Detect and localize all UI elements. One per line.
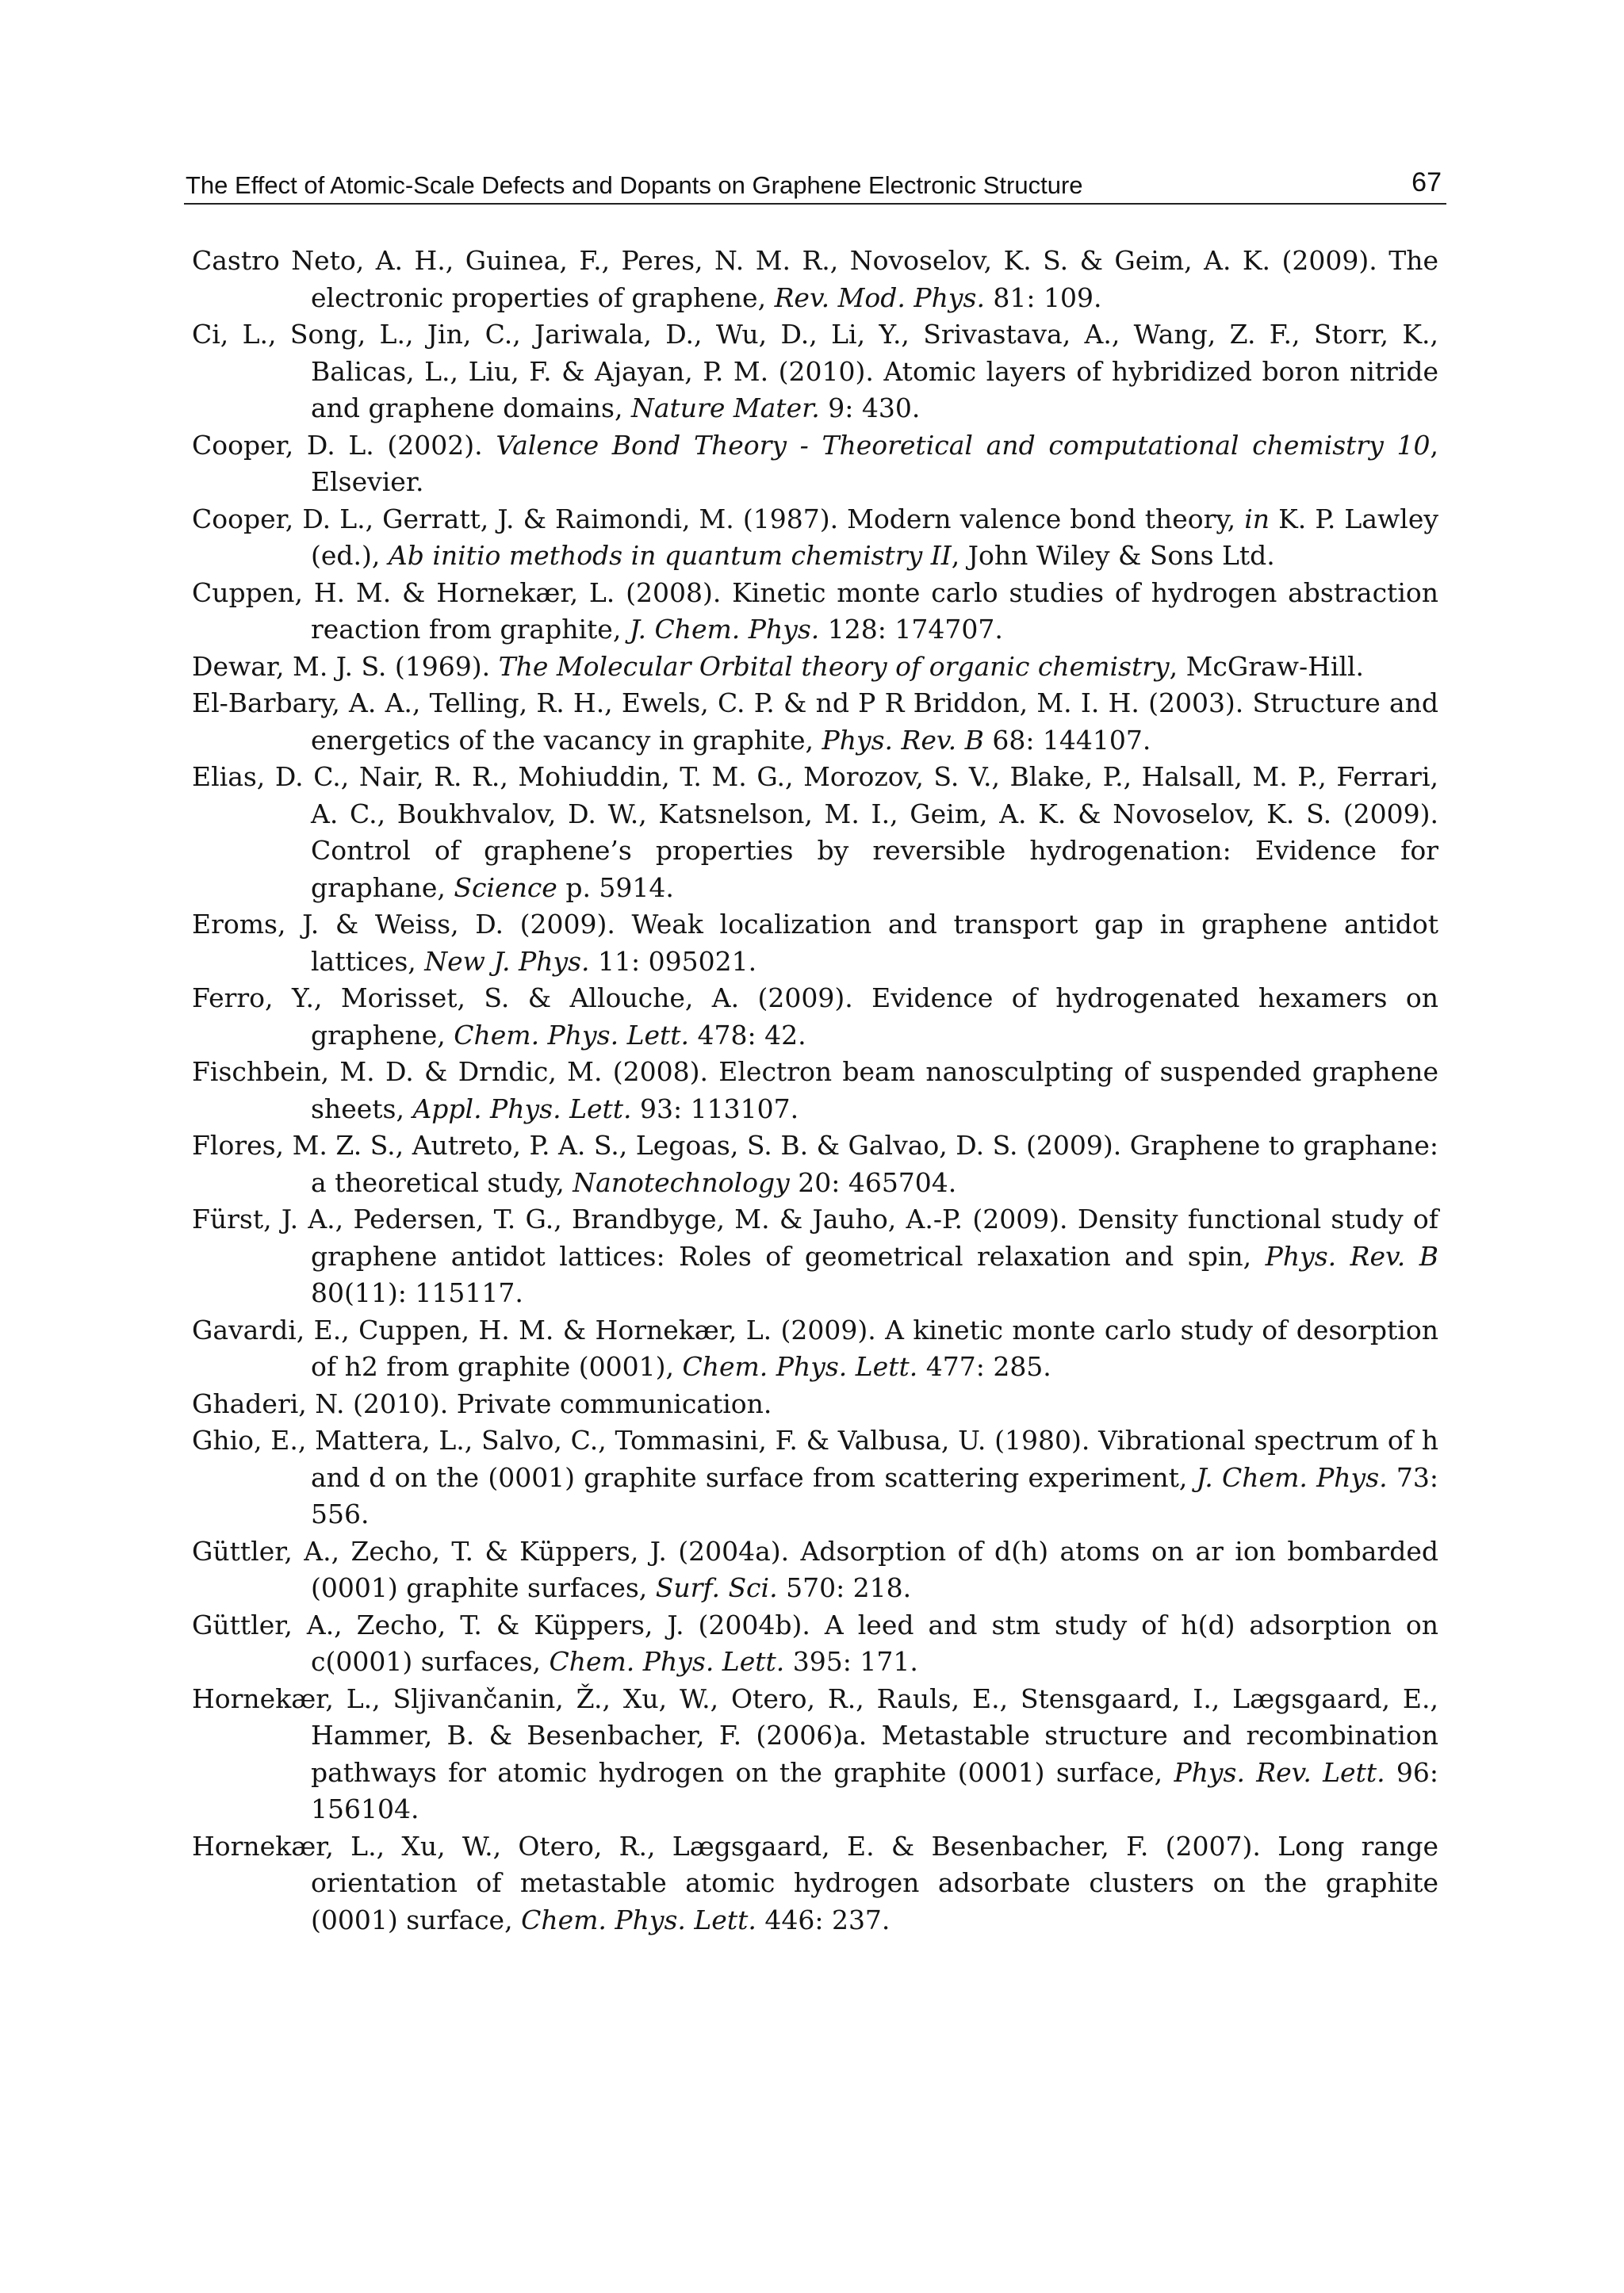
reference-entry: Castro Neto, A. H., Guinea, F., Peres, N. M. R., Novoselov, K. S. & Geim, A. K. (2009). The electronic properties of graphene, Rev. Mod. Phys. 81: 109. — [192, 245, 1438, 313]
reference-list — [192, 243, 1438, 1939]
reference-entry: Ghio, E., Mattera, L., Salvo, C., Tommasini, F. & Valbusa, U. (1980). Vibrational spectrum of h and d on the (0001) graphite surface from scattering experiment, J. Chem. Phys. 73: 556. — [192, 1425, 1438, 1529]
page-number: 67 — [1411, 167, 1442, 197]
reference-entry: Eroms, J. & Weiss, D. (2009). Weak localization and transport gap in graphene antidot lattices, New J. Phys. 11: 095021. — [192, 909, 1438, 977]
reference-entry: Cooper, D. L., Gerratt, J. & Raimondi, M. (1987). Modern valence bond theory, in K. P. Lawley (ed.), Ab initio methods in quantum chemistry II, John Wiley & Sons Ltd. — [192, 503, 1438, 571]
reference-entry: Fürst, J. A., Pedersen, T. G., Brandbyge, M. & Jauho, A.-P. (2009). Density functional study of graphene antidot lattices: Roles of geometrical relaxation and spin, Phys. Rev. B 80(11): 115117. — [192, 1204, 1438, 1308]
reference-entry: Gavardi, E., Cuppen, H. M. & Hornekær, L. (2009). A kinetic monte carlo study of desorption of h2 from graphite (0001), Chem. Phys. Lett. 477: 285. — [192, 1314, 1438, 1382]
reference-entry: Ferro, Y., Morisset, S. & Allouche, A. (2009). Evidence of hydrogenated hexamers on graphene, Chem. Phys. Lett. 478: 42. — [192, 982, 1438, 1051]
reference-entry: El-Barbary, A. A., Telling, R. H., Ewels, C. P. & nd P R Briddon, M. I. H. (2003). Structure and energetics of the vacancy in graphite, Phys. Rev. B 68: 144107. — [192, 687, 1438, 756]
reference-entry: Dewar, M. J. S. (1969). The Molecular Orbital theory of organic chemistry, McGraw-Hill. — [192, 650, 1365, 682]
reference-entry: Flores, M. Z. S., Autreto, P. A. S., Legoas, S. B. & Galvao, D. S. (2009). Graphene to graphane: a theoretical study, Nanotechnology 20: 465704. — [192, 1130, 1438, 1198]
reference-entry: Elias, D. C., Nair, R. R., Mohiuddin, T. M. G., Morozov, S. V., Blake, P., Halsall, M. P., Ferrari, A. C., Boukhvalov, D. W., Katsnelson, M. I., Geim, A. K. & Novoselov, K. S. (2009). Control of graphene’s properties by reversible hydrogenation: Evidence for graphane, Science p. 5914. — [192, 761, 1438, 903]
reference-entry: Ci, L., Song, L., Jin, C., Jariwala, D., Wu, D., Li, Y., Srivastava, A., Wang, Z. F., Storr, K., Balicas, L., Liu, F. & Ajayan, P. M. (2010). Atomic layers of hybridized boron nitride and graphene domains, Nature Mater. 9: 430. — [192, 319, 1438, 423]
reference-entry: Fischbein, M. D. & Drndic, M. (2008). Electron beam nanosculpting of suspended graphene sheets, Appl. Phys. Lett. 93: 113107. — [192, 1056, 1438, 1124]
reference-entry: Güttler, A., Zecho, T. & Küppers, J. (2004b). A leed and stm study of h(d) adsorption on c(0001) surfaces, Chem. Phys. Lett. 395: 171. — [192, 1609, 1438, 1677]
running-title: The Effect of Atomic-Scale Defects and Dopants on Graphene Electronic Structure — [186, 171, 1083, 199]
reference-entry: Hornekær, L., Xu, W., Otero, R., Lægsgaard, E. & Besenbacher, F. (2007). Long range orientation of metastable atomic hydrogen adsorbate clusters on the graphite (0001) surface, Chem. Phys. Lett. 446: 237. — [192, 1830, 1438, 1935]
reference-entry: Cooper, D. L. (2002). Valence Bond Theory - Theoretical and computational chemistry 10, Elsevier. — [192, 429, 1438, 497]
reference-entry: Hornekær, L., Sljivančanin, Ž., Xu, W., Otero, R., Rauls, E., Stensgaard, I., Lægsgaard, E., Hammer, B. & Besenbacher, F. (2006)a. Metastable structure and recombination pathways for atomic hydrogen on the graphite (0001) surface, Phys. Rev. Lett. 96: 156104. — [192, 1682, 1438, 1824]
reference-entry: Güttler, A., Zecho, T. & Küppers, J. (2004a). Adsorption of d(h) atoms on ar ion bombarded (0001) graphite surfaces, Surf. Sci. 570: 218. — [192, 1535, 1438, 1603]
running-header — [184, 165, 1446, 205]
reference-entry: Cuppen, H. M. & Hornekær, L. (2008). Kinetic monte carlo studies of hydrogen abstraction reaction from graphite, J. Chem. Phys. 128: 174707. — [192, 576, 1438, 645]
reference-entry: Ghaderi, N. (2010). Private communication. — [192, 1388, 772, 1419]
